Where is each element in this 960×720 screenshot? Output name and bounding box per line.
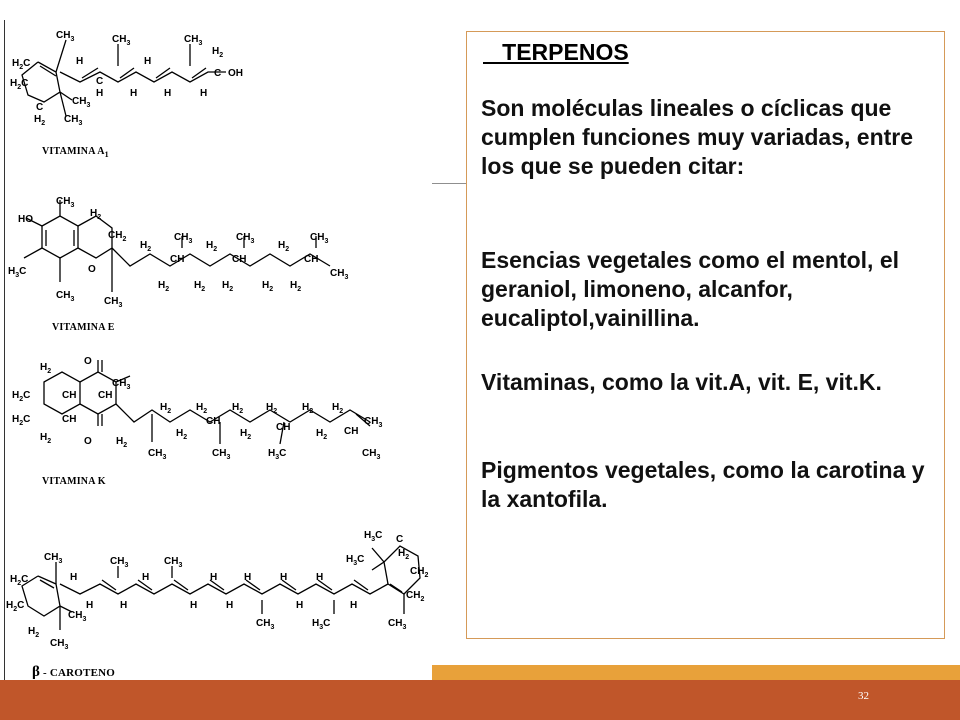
beta-carotene-chain [60, 566, 388, 614]
svg-text:H2: $H_2$ [302, 402, 314, 415]
svg-text:CH3: $CH_3$ [56, 30, 75, 43]
svg-text:H2: $H_2$ [160, 402, 172, 415]
svg-text:CH3: $CH_3$ [44, 552, 63, 565]
svg-text:H: H [296, 600, 304, 611]
svg-text:H2: $H_2$ [278, 240, 290, 253]
svg-text:CH3: $CH_3$ [112, 378, 131, 391]
beta-carotene-ring-left [22, 562, 72, 630]
svg-text:CH2: $CH_2$ [410, 566, 429, 579]
svg-text:H2: $H_2$ [158, 280, 170, 293]
svg-text:O: O [88, 264, 96, 275]
vitamin-k-rings [44, 360, 130, 426]
svg-text:H: H [86, 600, 94, 611]
svg-text:CH3: $CH_3$ [174, 232, 193, 245]
svg-text:H2: $H_2$ [196, 402, 208, 415]
svg-text:CH3: $CH_3$ [104, 296, 123, 309]
svg-text:H: H [190, 600, 198, 611]
svg-text:CH3: $CH_3$ [236, 232, 255, 245]
svg-text:O: O [84, 436, 92, 447]
svg-text:CH3: $CH_3$ [256, 618, 275, 631]
svg-text:H2: $H_2$ [90, 208, 102, 221]
text-box [466, 31, 945, 639]
svg-text:CH: CH [276, 422, 291, 433]
svg-text:H: H [96, 88, 104, 99]
svg-text:CH3: $CH_3$ [56, 290, 75, 303]
svg-text:C: C [214, 68, 222, 79]
svg-text:CH3: $CH_3$ [68, 610, 87, 623]
svg-text:H2C: $H_2C$ [12, 414, 31, 427]
footer-accent [432, 665, 960, 680]
svg-text:CH3: $CH_3$ [148, 448, 167, 461]
svg-text:CH3: $CH_3$ [330, 268, 349, 281]
svg-text:H2: $H_2$ [316, 428, 328, 441]
paragraph-intro: Son moléculas lineales o cíclicas que cumplen funciones muy variadas, entre los que se pueden citar: [481, 95, 914, 179]
svg-text:H2C: $H_2C$ [6, 600, 25, 613]
svg-text:CH3: $CH_3$ [56, 196, 75, 209]
svg-text:CH: CH [232, 254, 247, 265]
svg-text:H2: $H_2$ [40, 362, 52, 375]
svg-text:H: H [316, 572, 324, 583]
svg-text:C: C [36, 102, 44, 113]
svg-text:H: H [244, 572, 252, 583]
svg-text:H2: $H_2$ [212, 46, 224, 59]
svg-text:CH: CH [344, 426, 359, 437]
svg-text:CH: CH [62, 414, 77, 425]
svg-text:H2: $H_2$ [28, 626, 40, 639]
vitamin-a-chain [60, 44, 226, 82]
svg-text:H: H [280, 572, 288, 583]
svg-text:CH: CH [206, 416, 221, 427]
svg-text:CH3: $CH_3$ [72, 96, 91, 109]
svg-text:CH3: $CH_3$ [388, 618, 407, 631]
svg-text:CH3: $CH_3$ [310, 232, 329, 245]
page-number: 32 [858, 690, 869, 702]
connector-line [432, 183, 466, 184]
svg-text:CH3: $CH_3$ [64, 114, 83, 127]
svg-text:H3C: $H_3C$ [346, 554, 365, 567]
svg-text:C: C [396, 534, 404, 545]
svg-text:CH3: $CH_3$ [364, 416, 383, 429]
svg-text:CH3: $CH_3$ [212, 448, 231, 461]
svg-text:H2C: $H_2C$ [12, 390, 31, 403]
vitamin-a-ring [22, 40, 72, 116]
svg-text:CH: CH [170, 254, 185, 265]
svg-text:H: H [76, 56, 84, 67]
svg-text:H2: $H_2$ [290, 280, 302, 293]
svg-text:CH3: $CH_3$ [112, 34, 131, 47]
svg-text:H2: $H_2$ [240, 428, 252, 441]
svg-text:CH3: $CH_3$ [184, 34, 203, 47]
svg-text:H: H [200, 88, 208, 99]
vitamin-k-label: VITAMINA K [42, 476, 106, 487]
svg-text:H2: $H_2$ [140, 240, 152, 253]
svg-text:H: H [70, 572, 78, 583]
svg-text:H2C: $H_2C$ [10, 78, 29, 91]
svg-text:CH2: $CH_2$ [108, 230, 127, 243]
svg-text:CH3: $CH_3$ [164, 556, 183, 569]
vitamin-a-structure [0, 20, 432, 130]
svg-text:H2: $H_2$ [206, 240, 218, 253]
svg-text:CH: CH [62, 390, 77, 401]
svg-text:H3C: $H_3C$ [364, 530, 383, 543]
structures-panel [0, 0, 432, 680]
paragraph-vitamins: Vitaminas, como la vit.A, vit. E, vit.K. [481, 369, 882, 395]
svg-text:H: H [120, 600, 128, 611]
vitamin-e-label: VITAMINA E [52, 322, 115, 333]
svg-text:H2: $H_2$ [40, 432, 52, 445]
svg-text:H2: $H_2$ [332, 402, 344, 415]
svg-text:H: H [142, 572, 150, 583]
svg-text:H2: $H_2$ [116, 436, 128, 449]
svg-text:H2: $H_2$ [176, 428, 188, 441]
svg-text:H2C: $H_2C$ [12, 58, 31, 71]
svg-text:H3C: $H_3C$ [312, 618, 331, 631]
paragraph-pigments: Pigmentos vegetales, como la carotina y la xantofila. [481, 457, 925, 512]
svg-text:H: H [144, 56, 152, 67]
svg-text:CH2: $CH_2$ [406, 590, 425, 603]
svg-text:H: H [164, 88, 172, 99]
svg-text:CH: CH [98, 390, 113, 401]
svg-text:CH3: $CH_3$ [110, 556, 129, 569]
vitamin-k-structure [0, 352, 432, 472]
beta-carotene-structure [0, 522, 432, 652]
vitamin-a-label: VITAMINA $A_1$ [42, 146, 109, 159]
slide-heading: TERPENOS [483, 39, 629, 65]
svg-text:H2C: $H_2C$ [10, 574, 29, 587]
svg-text:C: C [96, 76, 104, 87]
svg-text:H: H [350, 600, 358, 611]
svg-text:H2: $H_2$ [262, 280, 274, 293]
svg-text:CH: CH [304, 254, 319, 265]
svg-text:H: H [210, 572, 218, 583]
svg-text:H2: $H_2$ [398, 548, 410, 561]
svg-text:H3C: $H_3C$ [8, 266, 27, 279]
svg-text:H2: $H_2$ [232, 402, 244, 415]
footer-bar [0, 680, 960, 720]
beta-carotene-label: β - CAROTENO [32, 664, 116, 680]
svg-text:H2: $H_2$ [34, 114, 46, 127]
svg-text:H2: $H_2$ [266, 402, 278, 415]
svg-text:H: H [130, 88, 138, 99]
svg-text:O: O [84, 356, 92, 367]
svg-text:OH: OH [228, 68, 243, 79]
svg-text:H2: $H_2$ [194, 280, 206, 293]
vitamin-e-structure [0, 196, 432, 316]
svg-text:HO: HO [18, 214, 33, 225]
svg-text:CH3: $CH_3$ [50, 638, 69, 651]
svg-text:H2: $H_2$ [222, 280, 234, 293]
svg-text:H: H [226, 600, 234, 611]
beta-carotene-ring-right [372, 546, 420, 614]
svg-text:CH3: $CH_3$ [362, 448, 381, 461]
svg-text:H3C: $H_3C$ [268, 448, 287, 461]
paragraph-essences: Esencias vegetales como el mentol, el geraniol, limoneno, alcanfor, eucaliptol,vainillina. [481, 247, 900, 331]
